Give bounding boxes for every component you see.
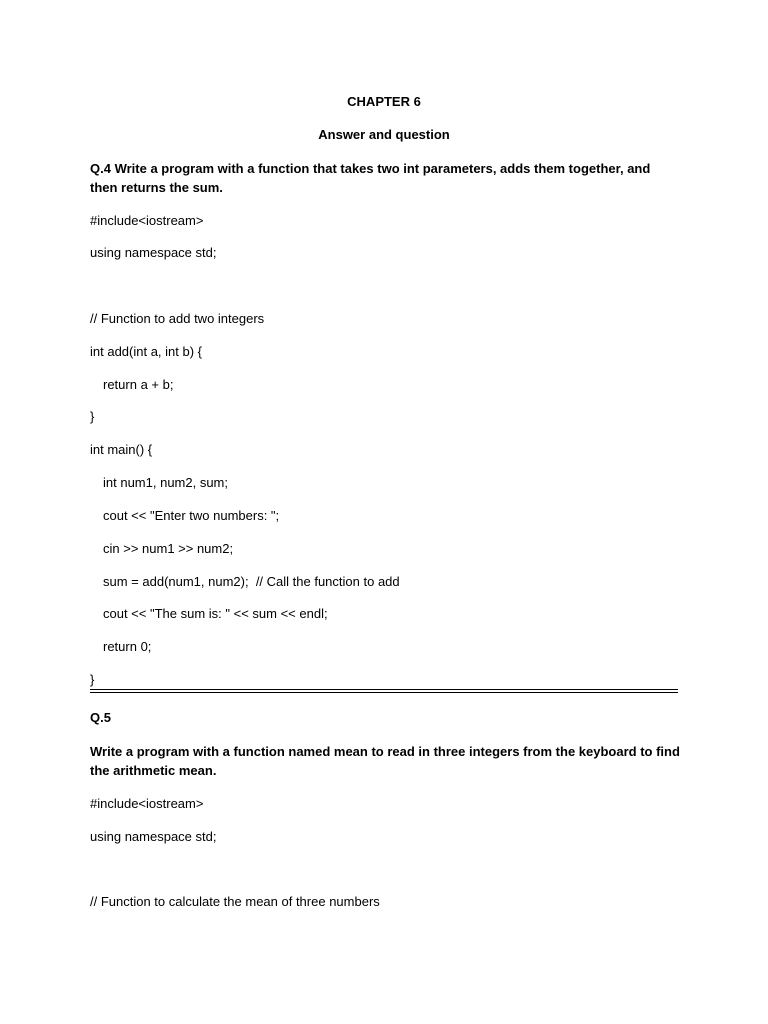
q4-code-line: int num1, num2, sum;: [103, 475, 228, 490]
section-divider-bottom: [90, 692, 678, 693]
chapter-title: CHAPTER 6: [347, 94, 421, 109]
q4-code-line: sum = add(num1, num2); // Call the function to add: [103, 574, 400, 589]
q4-code-line: // Function to add two integers: [90, 311, 265, 326]
q5-code-line: // Function to calculate the mean of three numbers: [90, 894, 380, 909]
q4-code-line: cout << "Enter two numbers: ";: [103, 508, 280, 523]
section-divider-top: [90, 689, 678, 690]
q4-code-line: using namespace std;: [90, 245, 217, 260]
document-subtitle: Answer and question: [318, 127, 450, 142]
q4-question: Q.4 Write a program with a function that takes two int parameters, adds them together, and then returns the sum.: [90, 161, 651, 195]
q4-code-line: cout << "The sum is: " << sum << endl;: [103, 606, 328, 621]
q4-code-line: return 0;: [103, 639, 152, 654]
q4-code-line: #include<iostream>: [90, 213, 204, 228]
q4-code-line: cin >> num1 >> num2;: [103, 541, 234, 556]
q5-code-line: #include<iostream>: [90, 796, 204, 811]
q4-code-line: int main() {: [90, 442, 153, 457]
q5-question: Write a program with a function named mean to read in three integers from the keyboard to find the arithmetic mean.: [90, 744, 680, 778]
q5-code-line: using namespace std;: [90, 829, 217, 844]
q4-code-line: int add(int a, int b) {: [90, 344, 203, 359]
q4-code-line: }: [90, 409, 95, 424]
q4-code-line: return a + b;: [103, 377, 174, 392]
q5-label: Q.5: [90, 710, 111, 725]
q4-code-line: }: [90, 672, 95, 687]
